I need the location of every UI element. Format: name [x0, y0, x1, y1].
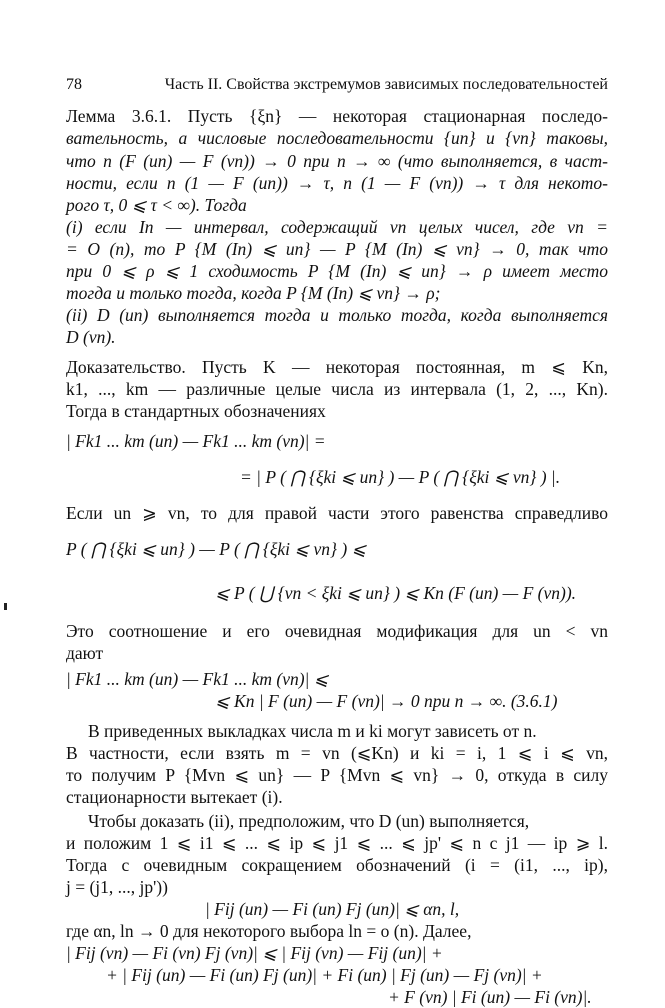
text-line: Лемма 3.6.1. Пусть {ξn} — некоторая стационарная последо- — [66, 106, 608, 126]
text-line: Чтобы доказать (ii), предположим, что D (un) выполняется, — [88, 811, 530, 831]
text-line: j = (j1, ..., jp')) — [66, 877, 168, 897]
text-line: + F (vn) | Fi (un) — Fi (vn)|. — [388, 987, 592, 1007]
text-line: В частности, если взять m = vn (⩽Kn) и ki = i, 1 ⩽ i ⩽ vn, — [66, 743, 608, 763]
text-line: что n (F (un) — F (vn)) → 0 при n → ∞ (что выполняется, в част- — [66, 151, 608, 171]
text-line: D (vn). — [66, 327, 116, 347]
text-line: k1, ..., km — различные целые числа из интервала (1, 2, ..., Kn). — [66, 379, 608, 399]
text-line: дают — [66, 643, 104, 663]
text-line: и положим 1 ⩽ i1 ⩽ ... ⩽ ip ⩽ j1 ⩽ ... ⩽ jp' ⩽ n с j1 — ip ⩾ l. — [66, 833, 608, 853]
text-line: при 0 ⩽ ρ ⩽ 1 сходимость P {M (In) ⩽ un} → ρ имеет место — [66, 261, 608, 281]
text-line: тогда и только тогда, когда P {M (In) ⩽ vn} → ρ; — [66, 283, 441, 303]
text-line: вательность, а числовые последовательности {un} и {vn} таковы, — [66, 128, 608, 148]
running-title: Часть II. Свойства экстремумов зависимых последовательностей — [164, 76, 608, 93]
text-line: где αn, ln → 0 для некоторого выбора ln = o (n). Далее, — [66, 921, 472, 941]
text-line: (ii) D (un) выполняется тогда и только тогда, когда выполняется — [66, 305, 608, 325]
text-line: Тогда в стандартных обозначениях — [66, 401, 326, 421]
text-line: | Fk1 ... km (un) — Fk1 ... km (vn)| = — [66, 431, 326, 451]
text-line: = O (n), то P {M (In) ⩽ un} — P {M (In) ⩽ vn} → 0, так что — [66, 239, 608, 259]
text-line: (i) если In — интервал, содержащий vn целых чисел, где vn = — [66, 217, 608, 237]
text-line: Тогда с очевидным сокращением обозначений (i = (i1, ..., ip), — [66, 855, 608, 875]
text-line: ⩽ Kn | F (un) — F (vn)| → 0 при n → ∞. (3.6.1) — [215, 691, 558, 711]
text-line: то получим P {Mvn ⩽ un} — P {Mvn ⩽ vn} → 0, откуда в силу — [66, 765, 608, 785]
text-line: Если un ⩾ vn, то для правой части этого равенства справедливо — [66, 503, 608, 523]
page-number: 78 — [66, 76, 82, 93]
text-line: + | Fij (un) — Fi (un) Fj (un)| + Fi (un) | Fj (un) — Fj (vn)| + — [106, 965, 543, 985]
text-line: | Fij (un) — Fi (un) Fj (un)| ⩽ αn, l, — [205, 899, 460, 919]
text-line: Доказательство. Пусть K — некоторая постоянная, m ⩽ Kn, — [66, 357, 608, 377]
text-line: = | P ( ⋂ {ξki ⩽ un} ) — P ( ⋂ {ξki ⩽ vn} ) |. — [240, 467, 561, 487]
margin-mark — [4, 603, 7, 610]
text-line: Это соотношение и его очевидная модификация для un < vn — [66, 621, 608, 641]
text-line: P ( ⋂ {ξki ⩽ un} ) — P ( ⋂ {ξki ⩽ vn} ) ⩽ — [66, 539, 367, 559]
text-line: | Fij (vn) — Fi (vn) Fj (vn)| ⩽ | Fij (vn) — Fij (un)| + — [66, 943, 443, 963]
text-line: рого τ, 0 ⩽ τ < ∞). Тогда — [66, 195, 247, 215]
text-line: ности, если n (1 — F (un)) → τ, n (1 — F (vn)) → τ для некото- — [66, 173, 608, 193]
text-line: ⩽ P ( ⋃ {vn < ξki ⩽ un} ) ⩽ Kn (F (un) — F (vn)). — [215, 583, 577, 603]
text-line: стационарности вытекает (i). — [66, 787, 283, 807]
text-line: | Fk1 ... km (un) — Fk1 ... km (vn)| ⩽ — [66, 669, 329, 689]
text-line: В приведенных выкладках числа m и ki могут зависеть от n. — [88, 721, 537, 741]
